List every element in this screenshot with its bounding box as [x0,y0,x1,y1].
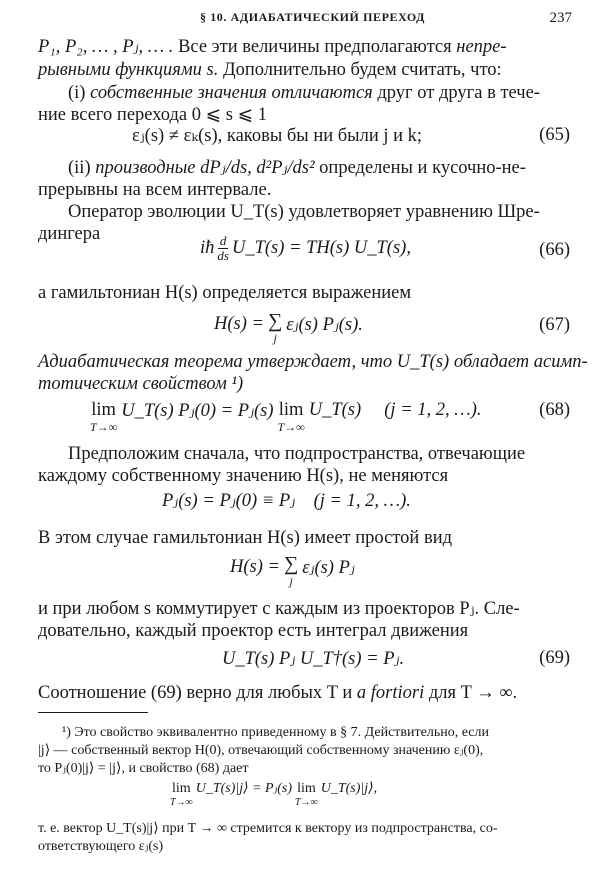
footnote-line: т. е. вектор U_T(s)|j⟩ при T → ∞ стремится к вектору из подпространства, со- [38,821,498,836]
text-line: каждому собственному значению H(s), не меняются [38,466,449,486]
text-line: а гамильтониан H(s) определяется выражением [38,283,412,303]
text-line: рывными функциями s. Дополнительно будем считать, что: [38,60,502,80]
text-line: Соотношение (69) верно для любых T и a fortiori для T → ∞. [38,683,518,703]
equation-number: (68) [539,400,570,420]
text-line: тотическим свойством ¹) [38,374,244,394]
equation-66: iħ d ds U_T(s) = TH(s) U_T(s), [200,233,411,263]
limit: lim T→∞ [295,781,318,808]
text-line: В этом случае гамильтониан H(s) имеет простой вид [38,528,453,548]
text-line: Оператор эволюции U_T(s) удовлетворяет уравнению Шре- [68,202,540,222]
text-line: Предположим сначала, что подпространства, отвечающие [68,444,526,464]
text-line: прерывны на всем интервале. [38,180,272,200]
fraction: d ds [217,233,229,263]
page-number: 237 [549,10,572,26]
equation-65: εⱼ(s) ≠ εₖ(s), каковы бы ни были j и k; [132,126,423,146]
footnote-divider [38,712,148,713]
sum-symbol: ∑ j [268,310,283,345]
text-line: дингера [38,224,101,244]
equation-67: H(s) = ∑ j εⱼ(s) Pⱼ(s). [214,310,363,345]
text-line: P₁, P₂, … , Pⱼ, … . Все эти величины предполагаются непре- [38,37,507,57]
equation-68: lim T→∞ U_T(s) Pⱼ(0) = Pⱼ(s) lim T→∞ U_T(s) (j = 1, 2, …). [90,400,482,434]
text-line: ние всего перехода 0 ⩽ s ⩽ 1 [38,105,267,125]
footnote-line: ответствующего εⱼ(s) [38,839,164,854]
sum-symbol: ∑ j [284,553,299,588]
text-line: Адиабатическая теорема утверждает, что U_T(s) обладает асимп- [38,352,588,372]
equation-69: U_T(s) Pⱼ U_T†(s) = Pⱼ. [222,649,405,669]
text-line: и при любом s коммутирует с каждым из проекторов Pⱼ. Сле- [38,599,520,619]
text-line: довательно, каждый проектор есть интеграл движения [38,621,469,641]
equation-hamiltonian-simple: H(s) = ∑ j εⱼ(s) Pⱼ [230,553,355,588]
footnote-line: |j⟩ — собственный вектор H(0), отвечающий собственному значению εⱼ(0), [38,743,484,758]
footnote-line: то Pⱼ(0)|j⟩ = |j⟩, и свойство (68) дает [38,761,249,776]
limit: lim T→∞ [277,400,305,434]
running-header: § 10. АДИАБАТИЧЕСКИЙ ПЕРЕХОД [200,10,426,24]
limit: lim T→∞ [170,781,193,808]
equation-number: (67) [539,315,570,335]
text-line: (ii) производные dPⱼ/ds, d²Pⱼ/ds² определены и кусочно-не- [68,158,526,178]
footnote-line: ¹) Это свойство эквивалентно приведенному в § 7. Действительно, если [62,725,489,740]
footnote-equation: lim T→∞ U_T(s)|j⟩ = Pⱼ(s) lim T→∞ U_T(s)|j⟩, [170,781,378,808]
text-line: (i) собственные значения отличаются друг от друга в тече- [68,83,540,103]
equation-number: (69) [539,648,570,668]
equation-constant-projectors: Pⱼ(s) = Pⱼ(0) ≡ Pⱼ (j = 1, 2, …). [162,491,411,511]
equation-number: (66) [539,240,570,260]
limit: lim T→∞ [90,400,118,434]
equation-number: (65) [539,125,570,145]
